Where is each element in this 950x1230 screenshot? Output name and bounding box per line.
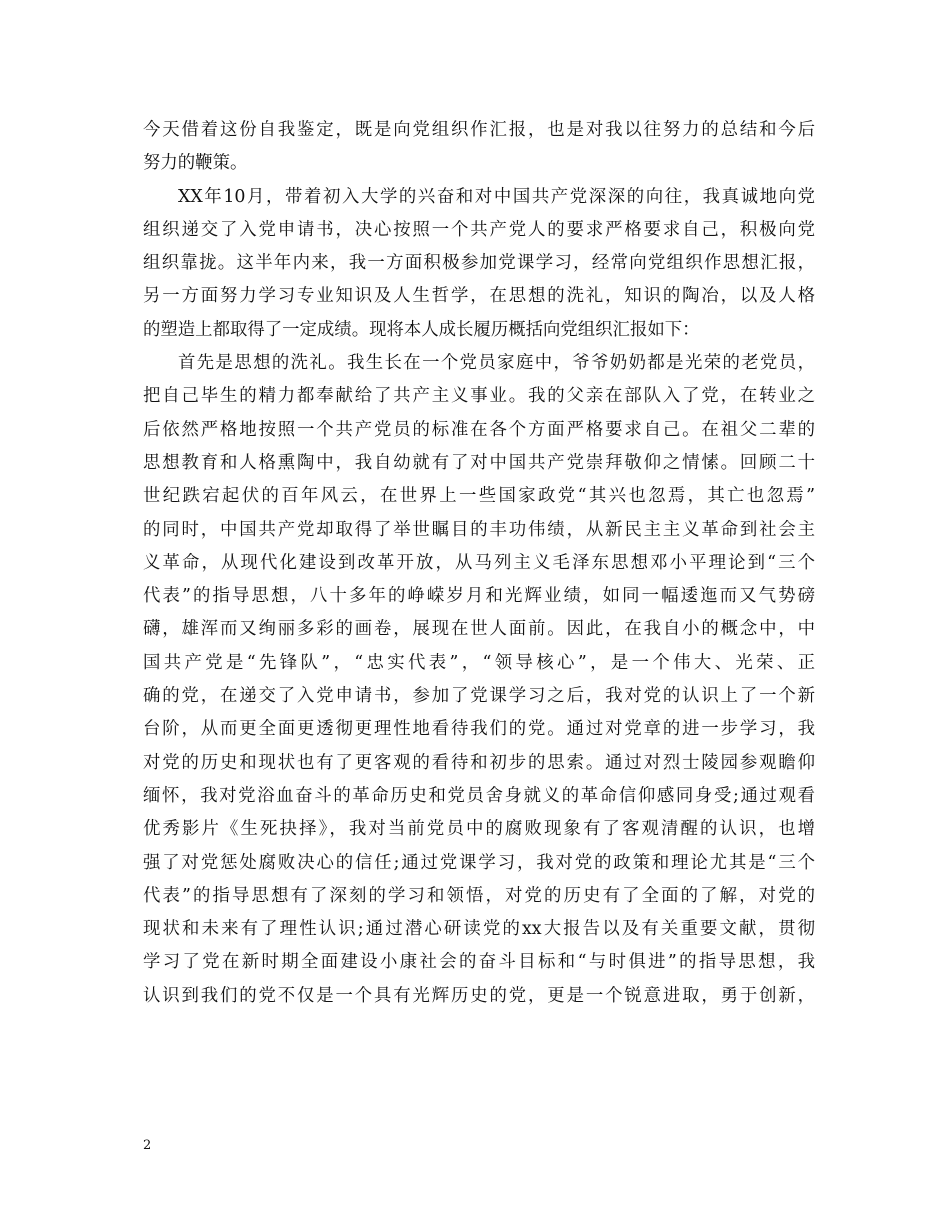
text-line: 台阶，从而更全面更透彻更理性地看待我们的党。通过对党章的进一步学习，我 [143, 719, 815, 740]
text-line: 强了对党惩处腐败决心的信任;通过党课学习，我对党的政策和理论尤其是“三个 [143, 852, 815, 873]
text-line: 代表”的指导思想，八十多年的峥嵘岁月和光辉业绩，如同一幅逶迤而又气势磅 [143, 586, 815, 607]
text-line: 礴，雄浑而又绚丽多彩的画卷，展现在世人面前。因此，在我自小的概念中，中 [143, 619, 815, 640]
text-line: 的塑造上都取得了一定成绩。现将本人成长履历概括向党组织汇报如下： [143, 319, 700, 340]
text-line: 确的党，在递交了入党申请书，参加了党课学习之后，我对党的认识上了一个新 [143, 686, 815, 707]
text-line: 组织靠拢。这半年内来，我一方面积极参加党课学习，经常向党组织作思想汇报， [143, 253, 815, 274]
text-line: 缅怀，我对党浴血奋斗的革命历史和党员舍身就义的革命信仰感同身受;通过观看 [143, 785, 815, 806]
text-line: 首先是思想的洗礼。我生长在一个党员家庭中，爷爷奶奶都是光荣的老党员， [178, 353, 815, 374]
text-line: 的同时，中国共产党却取得了举世瞩目的丰功伟绩，从新民主主义革命到社会主 [143, 519, 815, 540]
text-line: 另一方面努力学习专业知识及人生哲学，在思想的洗礼，知识的陶冶，以及人格 [143, 286, 815, 307]
paragraph [143, 181, 815, 347]
text-line: 义革命，从现代化建设到改革开放，从马列主义毛泽东思想邓小平理论到“三个 [143, 552, 815, 573]
text-line: 努力的鞭策。 [143, 153, 248, 174]
text-line: 把自己毕生的精力都奉献给了共产主义事业。我的父亲在部队入了党，在转业之 [143, 386, 815, 407]
text-line: 国共产党是“先锋队”，“忠实代表”，“领导核心”，是一个伟大、光荣、正 [143, 652, 815, 673]
text-line: 今天借着这份自我鉴定，既是向党组织作汇报，也是对我以往努力的总结和今后 [143, 120, 815, 140]
text-line: 认识到我们的党不仅是一个具有光辉历史的党，更是一个锐意进取，勇于创新， [143, 985, 815, 1006]
text-line: 组织递交了入党申请书，决心按照一个共产党人的要求严格要求自己，积极向党 [143, 219, 815, 240]
text-line: 现状和未来有了理性认识;通过潜心研读党的xx大报告以及有关重要文献，贯彻 [143, 919, 815, 940]
text-line: 思想教育和人格熏陶中，我自幼就有了对中国共产党崇拜敬仰之情愫。回顾二十 [143, 452, 815, 473]
paragraph [143, 347, 815, 1013]
text-line: 对党的历史和现状也有了更客观的看待和初步的思索。通过对烈士陵园参观瞻仰 [143, 752, 815, 773]
text-line: 代表”的指导思想有了深刻的学习和领悟，对党的历史有了全面的了解，对党的 [143, 885, 815, 906]
text-line: 后依然严格地按照一个共产党员的标准在各个方面严格要求自己。在祖父二辈的 [143, 419, 815, 440]
text-line: 优秀影片《生死抉择》，我对当前党员中的腐败现象有了客观清醒的认识，也增 [143, 819, 815, 840]
paragraph [143, 114, 815, 181]
text-line: XX年10月，带着初入大学的兴奋和对中国共产党深深的向往，我真诚地向党 [178, 186, 815, 207]
document-body [143, 114, 815, 1013]
text-line: 学习了党在新时期全面建设小康社会的奋斗目标和“与时俱进”的指导思想，我 [143, 952, 815, 973]
text-line: 世纪跌宕起伏的百年风云，在世界上一些国家政党“其兴也忽焉，其亡也忽焉” [143, 486, 815, 507]
page-number: 2 [143, 1138, 152, 1153]
